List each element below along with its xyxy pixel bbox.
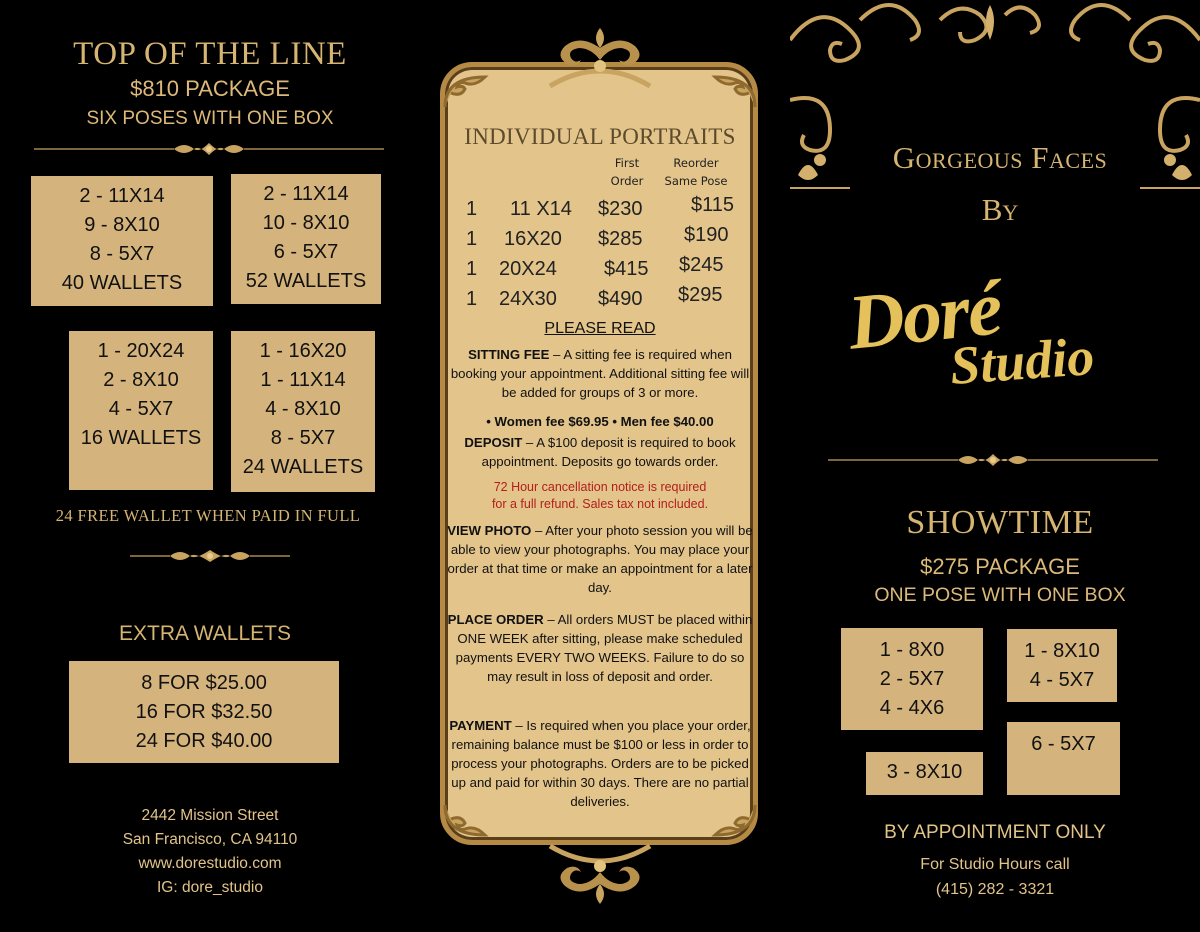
address-city: San Francisco, CA 94110 <box>122 831 298 848</box>
price-first: $285 <box>598 228 643 250</box>
price-first: $230 <box>598 198 643 220</box>
showtime-subtitle: ONE POSE WITH ONE BOX <box>874 584 1126 606</box>
studio-hours <box>840 852 1150 902</box>
package-box-2 <box>231 174 381 304</box>
box-line: 2 - 8X10 <box>103 369 179 391</box>
sitting-fee-text <box>446 345 754 402</box>
price-qty: 1 <box>466 288 478 310</box>
box-line: 6 - 5X7 <box>273 241 339 263</box>
price-reorder: $245 <box>679 254 724 276</box>
sitting-fee-body: – A sitting fee is required when booking your appointment. Additional sitting fee will be added for groups of 3 or more. <box>450 347 750 400</box>
sitting-fee-label: SITTING FEE <box>468 347 550 362</box>
brand-tagline: Gorgeous Faces <box>892 140 1108 175</box>
box-line: 2 - 11X14 <box>263 183 349 205</box>
payment-label: PAYMENT <box>449 718 512 733</box>
price-row <box>466 194 736 226</box>
box-line: 4 - 8X10 <box>265 398 341 420</box>
logo-text-studio: Studio <box>948 326 1096 396</box>
package-subtitle: SIX POSES WITH ONE BOX <box>86 108 334 129</box>
package-box-3 <box>69 331 213 490</box>
fees-line: • Women fee $69.95 • Men fee $40.00 <box>486 414 714 429</box>
deposit-text <box>446 433 754 471</box>
deposit-label: DEPOSIT <box>464 435 523 450</box>
corner-scroll-icon <box>710 72 760 112</box>
cancellation-notice: 72 Hour cancellation notice is required for a full refund. Sales tax not included. <box>491 480 709 511</box>
box-line: 3 - 8X10 <box>886 761 963 783</box>
box-line: 4 - 5X7 <box>1029 669 1095 691</box>
package-box-1 <box>31 176 213 306</box>
instagram-handle: IG: dore_studio <box>157 879 263 896</box>
box-line: 1 - 20X24 <box>97 340 185 362</box>
box-line: 1 - 8X0 <box>879 639 945 661</box>
col-first-line: Order <box>610 174 644 188</box>
website-link[interactable]: www.dorestudio.com <box>138 855 282 872</box>
extra-wallets-line: 24 FOR $40.00 <box>135 730 273 752</box>
col-first-line: First <box>614 156 640 170</box>
appointment-only: BY APPOINTMENT ONLY <box>884 822 1106 843</box>
price-row <box>466 224 736 256</box>
address-street: 2442 Mission Street <box>141 807 279 824</box>
view-photo-text <box>446 521 754 597</box>
box-line: 2 - 5X7 <box>879 668 945 690</box>
box-line: 10 - 8X10 <box>262 212 350 234</box>
please-read-heading: PLEASE READ <box>544 320 656 337</box>
price-row <box>466 284 736 316</box>
price-size: 20X24 <box>499 258 557 280</box>
dore-studio-logo <box>840 250 1160 420</box>
col-first-order <box>602 154 652 190</box>
box-line: 1 - 11X14 <box>260 369 346 391</box>
extra-wallets-title: EXTRA WALLETS <box>119 622 291 645</box>
view-photo-label: VIEW PHOTO <box>447 523 532 538</box>
box-line: 2 - 11X14 <box>79 185 165 207</box>
box-line: 40 WALLETS <box>61 272 183 294</box>
box-line: 4 - 5X7 <box>108 398 174 420</box>
col-reorder-line: Reorder <box>673 156 719 170</box>
place-order-text <box>446 610 754 686</box>
showtime-box-4 <box>866 752 983 795</box>
showtime-box-2 <box>1007 629 1117 702</box>
corner-scroll-icon <box>440 72 490 112</box>
price-qty: 1 <box>466 228 478 250</box>
price-row <box>466 254 736 286</box>
box-line: 16 WALLETS <box>80 427 202 449</box>
box-line: 8 - 5X7 <box>270 427 336 449</box>
top-scroll-ornament-icon <box>540 26 660 96</box>
price-size: 24X30 <box>499 288 557 310</box>
price-first: $415 <box>604 258 649 280</box>
logo-text-dore: Doré <box>843 263 1005 366</box>
box-line: 9 - 8X10 <box>84 214 160 236</box>
showtime-title: SHOWTIME <box>906 504 1094 541</box>
deposit-body: – A $100 deposit is required to book appointment. Deposits go towards order. <box>481 435 736 469</box>
showtime-price: $275 PACKAGE <box>920 554 1080 579</box>
ornament-divider-icon <box>828 452 1158 468</box>
box-line: 24 WALLETS <box>242 456 364 478</box>
payment-body: – Is required when you place your order, remaining balance must be $100 or less in order to process your photographs. Orders are to be picked up and paid for within 30 days. There are no partial deliveries. <box>451 718 751 809</box>
box-line: 4 - 4X6 <box>879 697 945 719</box>
brand-by: By <box>981 192 1019 227</box>
box-line: 1 - 8X10 <box>1024 640 1100 662</box>
box-line: 1 - 16X20 <box>259 340 347 362</box>
price-first: $490 <box>598 288 643 310</box>
ornament-divider-icon <box>130 548 290 564</box>
payment-text <box>446 716 754 811</box>
extra-wallets-line: 8 FOR $25.00 <box>141 672 267 694</box>
showtime-box-1 <box>841 628 983 730</box>
free-wallet-note: 24 FREE WALLET WHEN PAID IN FULL <box>55 506 361 525</box>
box-line: 8 - 5X7 <box>89 243 155 265</box>
box-line: 52 WALLETS <box>245 270 367 292</box>
price-qty: 1 <box>466 258 478 280</box>
price-qty: 1 <box>466 198 478 220</box>
price-reorder: $295 <box>678 284 723 306</box>
package-title: TOP OF THE LINE <box>73 36 347 72</box>
price-size: 11 X14 <box>510 198 572 220</box>
price-size: 16X20 <box>504 228 562 250</box>
place-order-body: – All orders MUST be placed within ONE WEEK after sitting, please make scheduled payments EVERY TWO WEEKS. Failure to do so may result in loss of deposit and order. <box>455 612 753 684</box>
col-reorder-line: Same Pose <box>664 174 728 188</box>
col-reorder <box>660 154 732 190</box>
phone-number[interactable]: (415) 282 - 3321 <box>935 881 1055 898</box>
package-price: $810 PACKAGE <box>130 76 290 101</box>
place-order-label: PLACE ORDER <box>447 612 544 627</box>
studio-address <box>70 804 350 900</box>
extra-wallets-box <box>69 661 339 763</box>
price-reorder: $190 <box>684 224 729 246</box>
price-reorder: $115 <box>691 194 735 216</box>
showtime-box-3 <box>1007 722 1120 795</box>
portraits-title: INDIVIDUAL PORTRAITS <box>464 124 736 149</box>
bottom-scroll-ornament-icon <box>540 836 660 906</box>
extra-wallets-line: 16 FOR $32.50 <box>135 701 273 723</box>
hours-text: For Studio Hours call <box>920 856 1070 873</box>
view-photo-body: – After your photo session you will be able to view your photographs. You may place your order at that time or make an appointment for a later day. <box>447 523 753 595</box>
ornament-divider-icon <box>34 141 384 157</box>
box-line: 6 - 5X7 <box>1031 733 1096 755</box>
package-box-4 <box>231 331 375 492</box>
